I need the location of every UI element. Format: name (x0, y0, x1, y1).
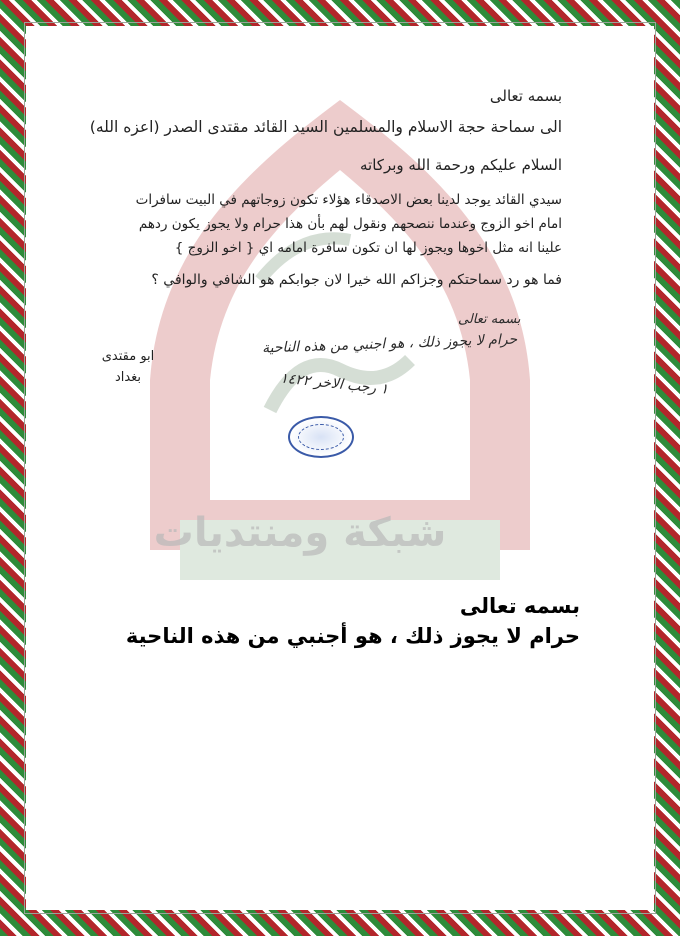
letter-question: فما هو رد سماحتكم وجزاكم الله خيرا لان جوابكم هو الشافي والوافي ؟ (151, 272, 562, 288)
handwritten-reply: حرام لا يجوز ذلك ، هو اجنبي من هذه الناحية (261, 331, 518, 357)
handwritten-heading: بسمه تعالى (458, 312, 521, 327)
answer-heading: بسمه تعالى (459, 594, 580, 618)
letter-body-line: علينا انه مثل اخوها ويجوز لها ان تكون سافرة امامه اي { اخو الزوج } (174, 240, 562, 256)
watermark-emblem (120, 80, 560, 580)
watermark-text: شبكة ومنتديات (153, 510, 447, 556)
letter-addressee: الى سماحة حجة الاسلام والمسلمين السيد القائد مقتدى الصدر (اعزه الله) (89, 118, 562, 136)
answer-text: حرام لا يجوز ذلك ، هو أجنبي من هذه الناحية (125, 624, 580, 648)
letter-basmala: بسمه تعالى (489, 87, 562, 105)
letter-body-line: سيدي القائد يوجد لدينا بعض الاصدقاء هؤلاء تكون زوجاتهم في البيت سافرات (135, 192, 562, 208)
letter-greeting: السلام عليكم ورحمة الله وبركاته (360, 156, 562, 174)
sender-name: ابو مقتدى (101, 349, 155, 364)
handwritten-date: ١ رجب الاخر ١٤٢٢ (279, 370, 389, 398)
letter-body-line: امام اخو الزوج وعندما ننصحهم ونقول لهم بأن هذا حرام ولا يجوز يكون ردهم (138, 216, 562, 232)
official-seal (288, 416, 354, 458)
sender-block (88, 346, 168, 388)
sender-city: بغداد (114, 370, 142, 385)
